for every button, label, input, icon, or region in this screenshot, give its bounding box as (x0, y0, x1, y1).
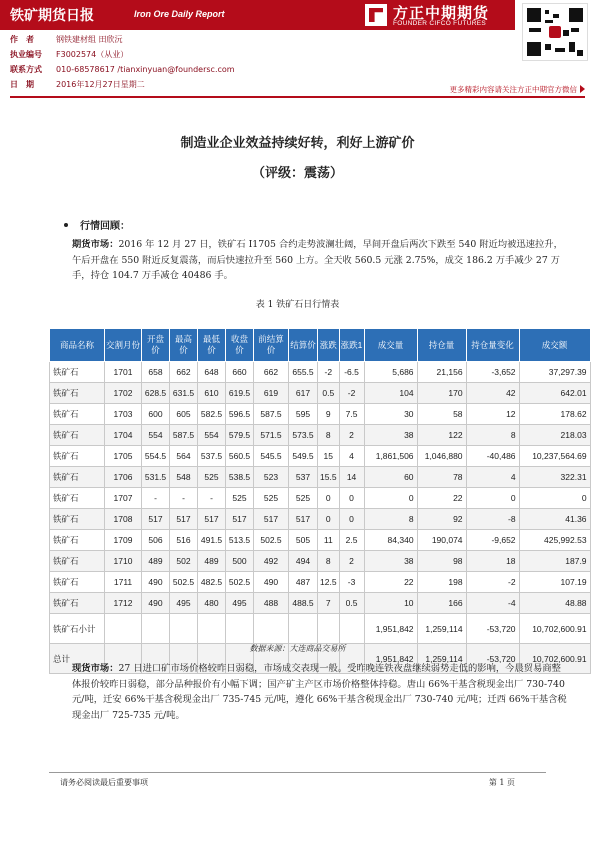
table-cell (142, 614, 170, 644)
founder-logo-icon (365, 4, 387, 26)
table-cell: 516 (170, 530, 198, 551)
table-cell: 0 (339, 488, 364, 509)
table-cell: 631.5 (170, 383, 198, 404)
table-cell: 517 (142, 509, 170, 530)
table-cell: 38 (364, 551, 417, 572)
table-cell: 8 (318, 551, 340, 572)
page-title: 制造业企业效益持续好转，利好上游矿价 (180, 136, 415, 151)
table-cell: 1705 (105, 446, 142, 467)
table-cell: 517 (170, 509, 198, 530)
table-header-cell: 前结算价 (254, 329, 289, 362)
table-header-cell: 涨跌 (318, 329, 340, 362)
table-cell: 545.5 (254, 446, 289, 467)
table-cell: 538.5 (226, 467, 254, 488)
follow-wechat-link[interactable]: 更多精彩内容请关注方正中期官方微信 (450, 84, 586, 95)
table-cell: 58 (417, 404, 466, 425)
table-cell: 425,992.53 (519, 530, 590, 551)
table-cell: 554 (198, 425, 226, 446)
table-header-cell: 持仓量变化 (466, 329, 519, 362)
disclaimer-note: 请务必阅读最后重要事项 (60, 778, 148, 787)
table-cell: -8 (466, 509, 519, 530)
table-header-cell: 结算价 (289, 329, 318, 362)
table-cell: 122 (417, 425, 466, 446)
table-cell: 537.5 (198, 446, 226, 467)
table-cell: -2 (339, 383, 364, 404)
table-cell: 1708 (105, 509, 142, 530)
table-cell: 22 (417, 488, 466, 509)
table-cell: 517 (198, 509, 226, 530)
table-cell: 487 (289, 572, 318, 593)
table-cell: -53,720 (466, 644, 519, 674)
table-cell: 1706 (105, 467, 142, 488)
table-cell: 595 (289, 404, 318, 425)
table-cell: - (170, 488, 198, 509)
row-name-cell: 铁矿石 (50, 362, 105, 383)
table-cell: -3,652 (466, 362, 519, 383)
table-cell: 1,861,506 (364, 446, 417, 467)
table-cell: 488.5 (289, 593, 318, 614)
qr-code-icon (522, 3, 588, 61)
table-cell: 482.5 (198, 572, 226, 593)
table-cell: 42 (466, 383, 519, 404)
table-cell: 587.5 (254, 404, 289, 425)
futures-paragraph: 期货市场：2016 年 12 月 27 日，铁矿石 I1705 合约走势波澜壮阔，早间开盘后两次下跌至 540 附近均被迅速拉升，午后开盘在 550 附近反复震荡，而后快速拉升至 560 上方。全天收 560.5 元涨 2.75%，成交 186.2 万手减少 27 万手，持仓 104.7 万手减仓 40486 手。 (72, 239, 563, 281)
table-cell: 502.5 (254, 530, 289, 551)
table-cell: 0.5 (318, 383, 340, 404)
table-cell: 0 (364, 488, 417, 509)
table-cell: 523 (254, 467, 289, 488)
table-cell: 619 (254, 383, 289, 404)
table-cell: 15 (318, 446, 340, 467)
table-cell: 104 (364, 383, 417, 404)
table-cell: 502 (170, 551, 198, 572)
table-cell: 1701 (105, 362, 142, 383)
table-cell: 1709 (105, 530, 142, 551)
meta-date: 日 期 2016年12月27日星期二 (10, 80, 145, 89)
table-cell: 517 (289, 509, 318, 530)
meta-contact: 联系方式 010-68578617 /tianxinyuan@foundersc.com (10, 65, 235, 74)
table-cell: 60 (364, 467, 417, 488)
table-cell: 198 (417, 572, 466, 593)
header-divider (10, 96, 585, 98)
table-cell: 84,340 (364, 530, 417, 551)
table-cell: 531.5 (142, 467, 170, 488)
table-cell: 490 (254, 572, 289, 593)
table-cell: -2 (318, 362, 340, 383)
meta-license: 执业编号 F3002574（从业） (10, 50, 129, 59)
table-cell: 0 (318, 488, 340, 509)
table-cell: 187.9 (519, 551, 590, 572)
table-cell: -53,720 (466, 614, 519, 644)
table-cell: 0 (318, 509, 340, 530)
spot-paragraph: 现货市场：27 日进口矿市场价格较昨日弱稳，市场成交表现一般。受昨晚连铁夜盘继续弱势走低的影响，今晨贸易商整体报价较昨日弱稳，部分品种报价有小幅下调；国产矿主产区市场价格整体持稳。唐山 66%干基含税现金出厂 730-740 元/吨，迁安 66%干基含税现金出厂 735-745 元/吨，遵化 66%干基含税现金出厂 730-740 元/吨；迁西 66%干基含税现金出厂 725-735 元/吨。 (72, 663, 567, 721)
table-cell: 619.5 (226, 383, 254, 404)
row-name-cell: 铁矿石小计 (50, 614, 105, 644)
table-cell: 600 (142, 404, 170, 425)
table-cell: 98 (417, 551, 466, 572)
page-number: 第 1 页 (488, 778, 515, 787)
table-cell: 1704 (105, 425, 142, 446)
table-row (50, 467, 591, 488)
table-cell: 605 (170, 404, 198, 425)
table-cell: 660 (226, 362, 254, 383)
table-cell: 1710 (105, 551, 142, 572)
section-heading: 行情回顾： (64, 217, 130, 232)
table-cell: 525 (289, 488, 318, 509)
row-name-cell: 铁矿石 (50, 572, 105, 593)
bullet-icon (64, 223, 68, 227)
data-source: 数据来源：大连商品交易所 (249, 644, 346, 653)
table-cell: 500 (226, 551, 254, 572)
table-cell (198, 614, 226, 644)
table-cell: 5,686 (364, 362, 417, 383)
table-cell: 480 (198, 593, 226, 614)
table-row (50, 509, 591, 530)
table-cell (105, 614, 142, 644)
row-name-cell: 铁矿石 (50, 530, 105, 551)
table-cell: 517 (226, 509, 254, 530)
table-cell: 537 (289, 467, 318, 488)
table-cell: 1,259,114 (417, 644, 466, 674)
table-row (50, 425, 591, 446)
table-cell: 30 (364, 404, 417, 425)
table-cell: 8 (364, 509, 417, 530)
table-cell: 37,297.39 (519, 362, 590, 383)
table-cell: 506 (142, 530, 170, 551)
report-title-en: Iron Ore Daily Report (134, 9, 225, 19)
table-cell: -3 (339, 572, 364, 593)
table-cell: -2 (466, 572, 519, 593)
table-row (50, 614, 591, 644)
table-cell: 2 (339, 425, 364, 446)
table-cell: 322.31 (519, 467, 590, 488)
table-cell: 22 (364, 572, 417, 593)
table-cell: 662 (254, 362, 289, 383)
table-cell: 573.5 (289, 425, 318, 446)
table-cell: 11 (318, 530, 340, 551)
table-cell: -4 (466, 593, 519, 614)
table-cell: 490 (142, 572, 170, 593)
table-cell: 14 (339, 467, 364, 488)
table-cell: 554.5 (142, 446, 170, 467)
table-row (50, 530, 591, 551)
table-cell: 12 (466, 404, 519, 425)
table-cell: - (142, 488, 170, 509)
table-cell: 628.5 (142, 383, 170, 404)
row-name-cell: 铁矿石 (50, 551, 105, 572)
table-cell: 2.5 (339, 530, 364, 551)
table-cell: 582.5 (198, 404, 226, 425)
table-cell: 505 (289, 530, 318, 551)
table-caption: 表 1 铁矿石日行情表 (255, 300, 340, 310)
table-cell: 4 (466, 467, 519, 488)
rating: （评级：震荡） (251, 166, 343, 181)
table-cell: 12.5 (318, 572, 340, 593)
table-cell: 48.88 (519, 593, 590, 614)
table-cell: 10,702,600.91 (519, 644, 590, 674)
table-cell: 2 (339, 551, 364, 572)
table-cell: 490 (142, 593, 170, 614)
table-cell: 617 (289, 383, 318, 404)
table-cell: -9,652 (466, 530, 519, 551)
row-name-cell: 铁矿石 (50, 404, 105, 425)
table-cell: 15.5 (318, 467, 340, 488)
row-name-cell: 铁矿石 (50, 446, 105, 467)
table-cell: 495 (170, 593, 198, 614)
table-cell: 1,951,842 (364, 614, 417, 644)
table-cell: 513.5 (226, 530, 254, 551)
table-cell (339, 614, 364, 644)
footer-divider (49, 772, 546, 773)
table-cell: 579.5 (226, 425, 254, 446)
table-header-cell: 商品名称 (50, 329, 105, 362)
row-name-cell: 铁矿石 (50, 425, 105, 446)
table-cell: 554 (142, 425, 170, 446)
table-cell: 596.5 (226, 404, 254, 425)
table-cell: 1712 (105, 593, 142, 614)
row-name-cell: 总计 (50, 644, 105, 674)
table-cell: 489 (142, 551, 170, 572)
table-header-cell: 持仓量 (417, 329, 466, 362)
table-cell: 517 (254, 509, 289, 530)
table-cell: 78 (417, 467, 466, 488)
table-cell: 8 (318, 425, 340, 446)
table-cell: 548 (170, 467, 198, 488)
table-cell: 4 (339, 446, 364, 467)
table-header-cell: 最低价 (198, 329, 226, 362)
table-row (50, 404, 591, 425)
report-title-cn: 铁矿期货日报 (10, 8, 94, 24)
table-cell: 495 (226, 593, 254, 614)
table-cell: 642.01 (519, 383, 590, 404)
table-cell: -6.5 (339, 362, 364, 383)
table-header-cell: 开盘价 (142, 329, 170, 362)
table-cell: 8 (466, 425, 519, 446)
row-name-cell: 铁矿石 (50, 593, 105, 614)
table-cell: 488 (254, 593, 289, 614)
table-cell: 502.5 (170, 572, 198, 593)
table-row (50, 593, 591, 614)
table-cell: 489 (198, 551, 226, 572)
table-cell: 1711 (105, 572, 142, 593)
header-band (0, 0, 515, 30)
table-row (50, 383, 591, 404)
table-cell (254, 614, 289, 644)
company-name-en: FOUNDER CIFCO FUTURES (393, 20, 486, 27)
table-cell: 0 (339, 509, 364, 530)
table-cell: 0 (519, 488, 590, 509)
table-cell: 525 (254, 488, 289, 509)
table-cell: 648 (198, 362, 226, 383)
table-cell: 1,259,114 (417, 614, 466, 644)
company-name-cn: 方正中期期货 (393, 4, 490, 22)
table-cell: 170 (417, 383, 466, 404)
table-row (50, 551, 591, 572)
row-name-cell: 铁矿石 (50, 383, 105, 404)
table-cell: 41.36 (519, 509, 590, 530)
table-cell: 10,237,564.69 (519, 446, 590, 467)
table-cell: 21,156 (417, 362, 466, 383)
table-row (50, 572, 591, 593)
table-cell: 9 (318, 404, 340, 425)
table-row (50, 488, 591, 509)
table-header-cell: 成交量 (364, 329, 417, 362)
table-header-cell: 最高价 (170, 329, 198, 362)
table-row (50, 362, 591, 383)
table-cell: 107.19 (519, 572, 590, 593)
table-cell: 0.5 (339, 593, 364, 614)
table-cell: 92 (417, 509, 466, 530)
table-cell: -40,486 (466, 446, 519, 467)
table-cell: 494 (289, 551, 318, 572)
row-name-cell: 铁矿石 (50, 467, 105, 488)
table-cell: 560.5 (226, 446, 254, 467)
table-cell: 166 (417, 593, 466, 614)
table-cell (226, 614, 254, 644)
table-cell: - (198, 488, 226, 509)
table-cell: 1702 (105, 383, 142, 404)
table-cell: 610 (198, 383, 226, 404)
table-cell (289, 614, 318, 644)
table-cell: 502.5 (226, 572, 254, 593)
row-name-cell: 铁矿石 (50, 509, 105, 530)
table-cell (318, 614, 340, 644)
table-cell: 658 (142, 362, 170, 383)
table-cell: 564 (170, 446, 198, 467)
table-cell: 492 (254, 551, 289, 572)
table-header-cell: 收盘价 (226, 329, 254, 362)
table-cell: 178.62 (519, 404, 590, 425)
table-cell: 1,951,842 (364, 644, 417, 674)
table-row (50, 446, 591, 467)
table-cell: 587.5 (170, 425, 198, 446)
table-cell: 190,074 (417, 530, 466, 551)
table-cell: 525 (198, 467, 226, 488)
table-cell: 655.5 (289, 362, 318, 383)
table-cell: 491.5 (198, 530, 226, 551)
table-cell: 0 (466, 488, 519, 509)
table-cell: 38 (364, 425, 417, 446)
table-cell: 7.5 (339, 404, 364, 425)
table-cell: 1,046,880 (417, 446, 466, 467)
table-cell: 10,702,600.91 (519, 614, 590, 644)
table-cell: 525 (226, 488, 254, 509)
table-cell: 549.5 (289, 446, 318, 467)
meta-author: 作 者 钢铁建材组 田欣沅 (10, 35, 123, 44)
table-cell: 662 (170, 362, 198, 383)
table-cell (170, 614, 198, 644)
table-header-cell: 涨跌1 (339, 329, 364, 362)
table-header-cell: 交割月份 (105, 329, 142, 362)
quote-table (49, 328, 591, 674)
table-cell: 18 (466, 551, 519, 572)
table-cell: 218.03 (519, 425, 590, 446)
table-header-cell: 成交额 (519, 329, 590, 362)
table-cell: 571.5 (254, 425, 289, 446)
row-name-cell: 铁矿石 (50, 488, 105, 509)
table-cell: 7 (318, 593, 340, 614)
table-cell: 1703 (105, 404, 142, 425)
table-cell: 10 (364, 593, 417, 614)
table-cell: 1707 (105, 488, 142, 509)
